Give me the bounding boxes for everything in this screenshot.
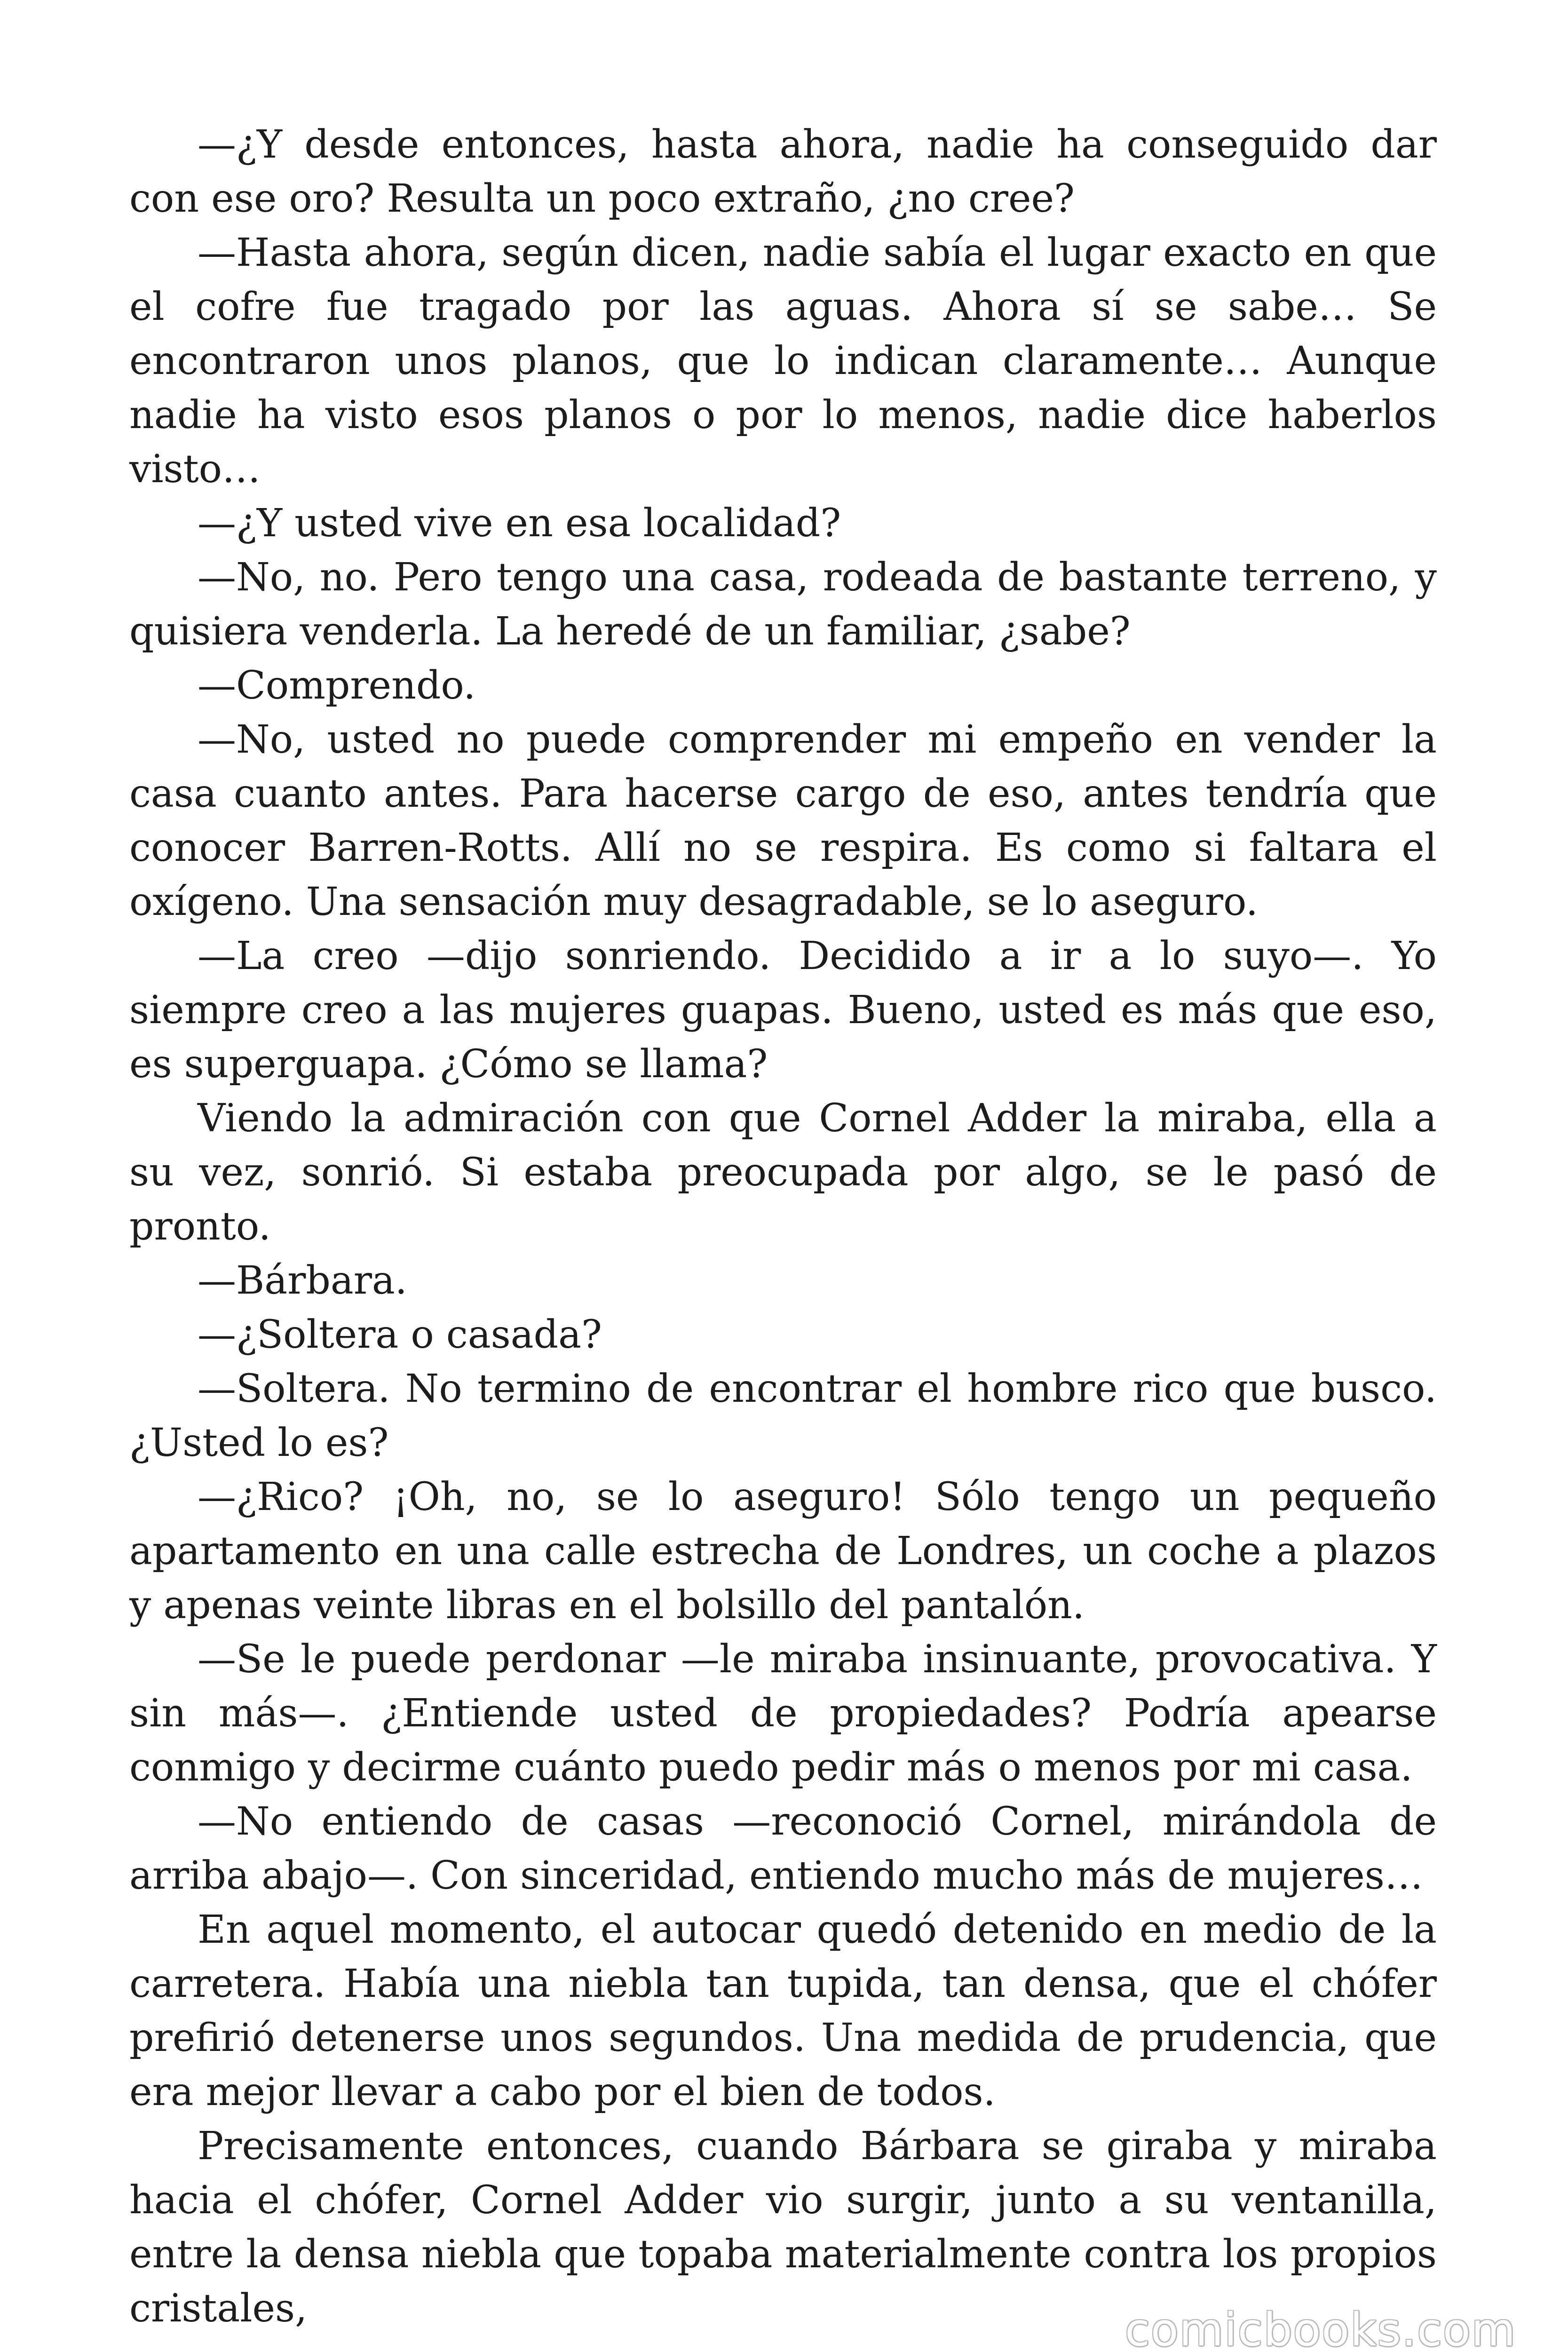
paragraph: —No, usted no puede comprender mi empeño en vender la casa cuanto antes. Para hacerse cargo de eso, antes tendría que conocer Barren-Rotts. Allí no se respira. Es como si faltara el oxígeno. Una sensación muy desagradable, se lo aseguro. bbox=[129, 717, 1437, 924]
paragraph: —¿Y usted vive en esa localidad? bbox=[198, 501, 841, 546]
watermark: comicbooks.com bbox=[1125, 2304, 1516, 2352]
paragraph: —No, no. Pero tengo una casa, rodeada de bastante terreno, y quisiera venderla. La heredé de un familiar, ¿sabe? bbox=[129, 555, 1437, 654]
paragraph: —Comprendo. bbox=[198, 663, 476, 708]
paragraph: —¿Rico? ¡Oh, no, se lo aseguro! Sólo tengo un pequeño apartamento en una calle estrecha de Londres, un coche a plazos y apenas veinte libras en el bolsillo del pantalón. bbox=[129, 1475, 1437, 1628]
paragraph: —Hasta ahora, según dicen, nadie sabía el lugar exacto en que el cofre fue tragado por las aguas. Ahora sí se sabe… Se encontraron unos planos, que lo indican claramente… Aunque nadie ha visto esos planos o por lo menos, nadie dice haberlos visto… bbox=[129, 230, 1437, 492]
paragraph: —Se le puede perdonar —le miraba insinuante, provocativa. Y sin más—. ¿Entiende usted de propiedades? Podría apearse conmigo y decirme cuánto puedo pedir más o menos por mi casa. bbox=[129, 1637, 1437, 1790]
paragraph: —La creo —dijo sonriendo. Decidido a ir a lo suyo—. Yo siempre creo a las mujeres guapas. Bueno, usted es más que eso, es superguapa. ¿Cómo se llama? bbox=[129, 934, 1437, 1087]
paragraph: Precisamente entonces, cuando Bárbara se giraba y miraba hacia el chófer, Cornel Adder vio surgir, junto a su ventanilla, entre la densa niebla que topaba materialmente contra los propios cristales, bbox=[129, 2124, 1437, 2331]
paragraph: En aquel momento, el autocar quedó detenido en medio de la carretera. Había una niebla tan tupida, tan densa, que el chófer prefirió detenerse unos segundos. Una medida de prudencia, que era mejor llevar a cabo por el bien de todos. bbox=[129, 1907, 1437, 2114]
paragraph: Viendo la admiración con que Cornel Adder la miraba, ella a su vez, sonrió. Si estaba preocupada por algo, se le pasó de pronto. bbox=[129, 1096, 1437, 1249]
paragraph: —No entiendo de casas —reconoció Cornel, mirándola de arriba abajo—. Con sinceridad, entiendo mucho más de mujeres… bbox=[129, 1799, 1437, 1898]
paragraph: —¿Y desde entonces, hasta ahora, nadie ha conseguido dar con ese oro? Resulta un poco extraño, ¿no cree? bbox=[129, 122, 1437, 221]
paragraph: —Bárbara. bbox=[198, 1258, 407, 1303]
paragraph: —¿Soltera o casada? bbox=[198, 1312, 602, 1357]
paragraph: —Soltera. No termino de encontrar el hombre rico que busco. ¿Usted lo es? bbox=[129, 1367, 1437, 1465]
page-body bbox=[129, 118, 1437, 2336]
